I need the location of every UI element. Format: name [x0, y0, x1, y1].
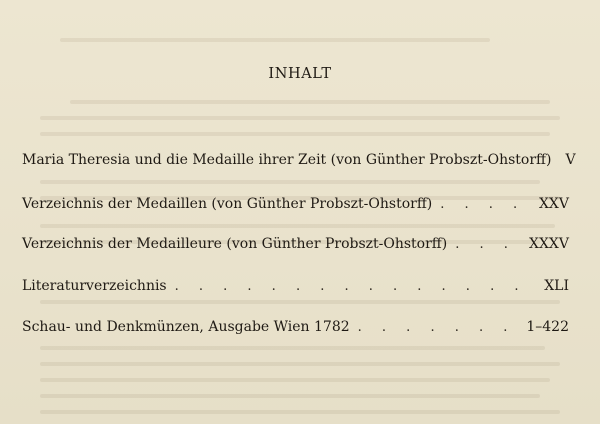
- toc-entry: [22, 275, 569, 297]
- toc-entry: [22, 149, 576, 171]
- toc-entry-title: Maria Theresia und die Medaille ihrer Zeit (von Günther Probszt-Ohstorff): [22, 152, 552, 168]
- toc-entry: [22, 316, 569, 338]
- toc-heading: INHALT: [268, 66, 332, 82]
- toc-entry-page: XXV: [538, 196, 569, 212]
- toc-leader: [358, 317, 521, 339]
- toc-entry: [22, 233, 569, 255]
- toc-entry-title: Verzeichnis der Medailleure (von Günther Probszt-Ohstorff): [22, 236, 448, 252]
- toc-entry-page: 1–422: [526, 319, 569, 335]
- toc-entry-page: XXXV: [528, 236, 569, 252]
- toc-entry-page: V: [565, 152, 576, 168]
- toc-leader: [455, 234, 523, 256]
- toc-entry-title: Verzeichnis der Medaillen (von Günther Probszt-Ohstorff): [22, 196, 433, 212]
- toc-entry-page: XLI: [544, 278, 569, 294]
- toc-entry-title: Schau- und Denkmünzen, Ausgabe Wien 1782: [22, 319, 350, 335]
- toc-entry-title: Literaturverzeichnis: [22, 278, 167, 294]
- toc-leader: [175, 276, 539, 298]
- toc-entry: [22, 193, 569, 215]
- toc-leader: [440, 194, 533, 216]
